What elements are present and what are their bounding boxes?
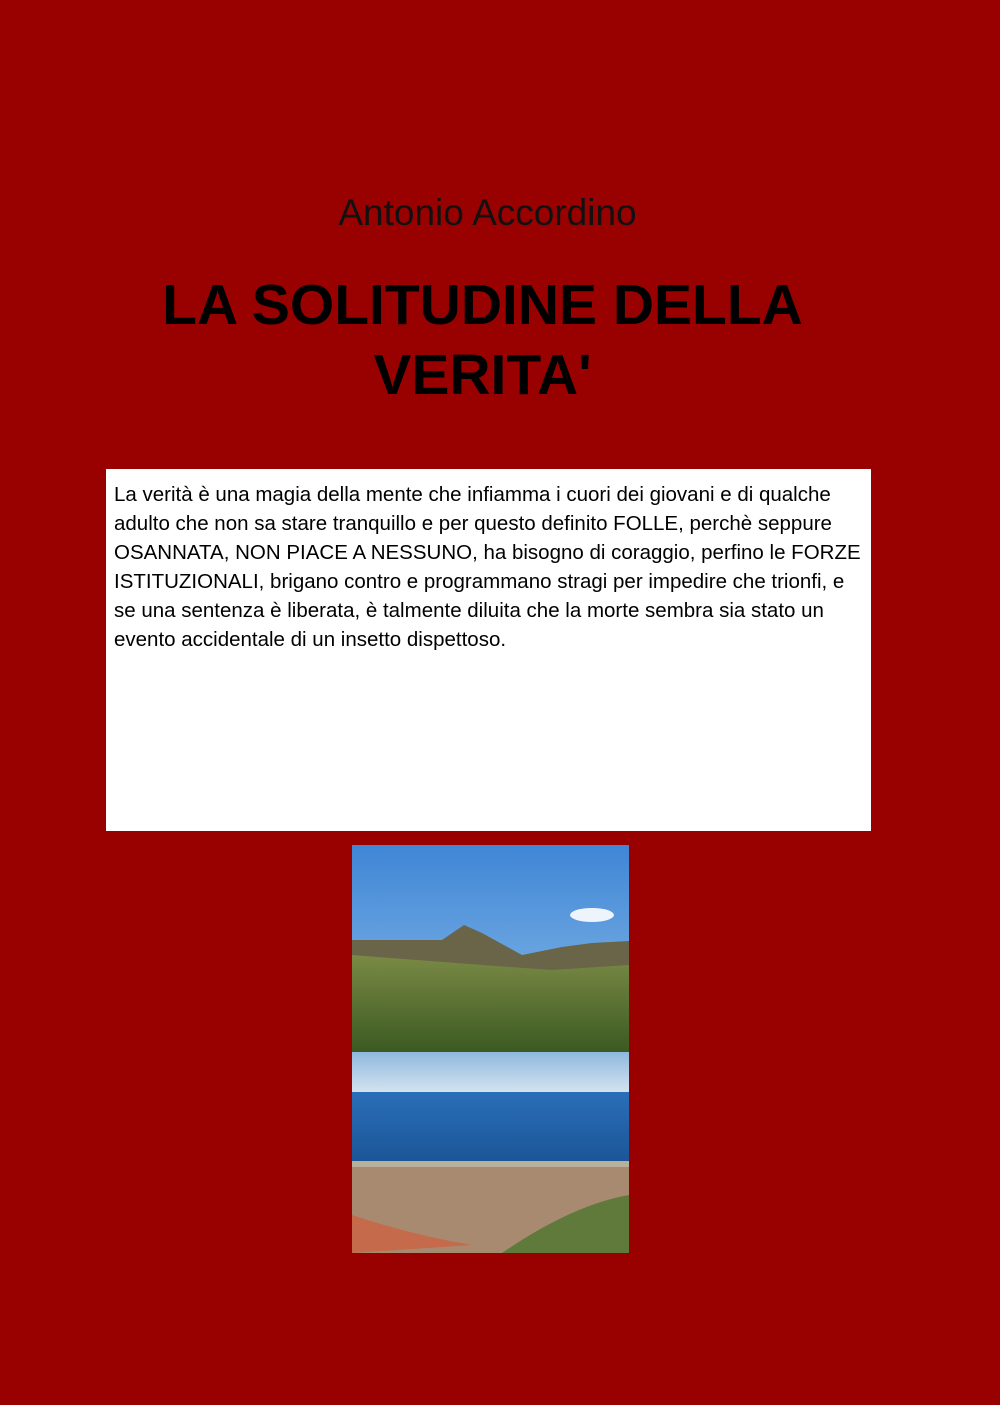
title-line-2: VERITA' [373, 343, 592, 407]
title-line-1: LA SOLITUDINE DELLA [162, 273, 803, 337]
blurb-box [106, 469, 871, 831]
blurb-text: La verità è una magia della mente che infiamma i cuori dei giovani e di qualche adulto che non sa stare tranquillo e per questo definito FOLLE, perchè seppure OSANNATA, NON PIACE A NESSUNO, ha bisogno di coraggio, perfino le FORZE ISTITUZIONALI, brigano contro e programmano stragi per impedire che trionfi, e se una sentenza è liberata, è talmente diluita che la morte sembra sia stato un evento accidentale di un insetto dispettoso. [114, 483, 861, 651]
author-name: Antonio Accordino [338, 192, 637, 233]
cover-photo [352, 845, 629, 1253]
mountain-photo [352, 845, 629, 1052]
cloud [570, 908, 614, 922]
coast-photo [352, 1052, 629, 1253]
book-title [0, 270, 965, 410]
